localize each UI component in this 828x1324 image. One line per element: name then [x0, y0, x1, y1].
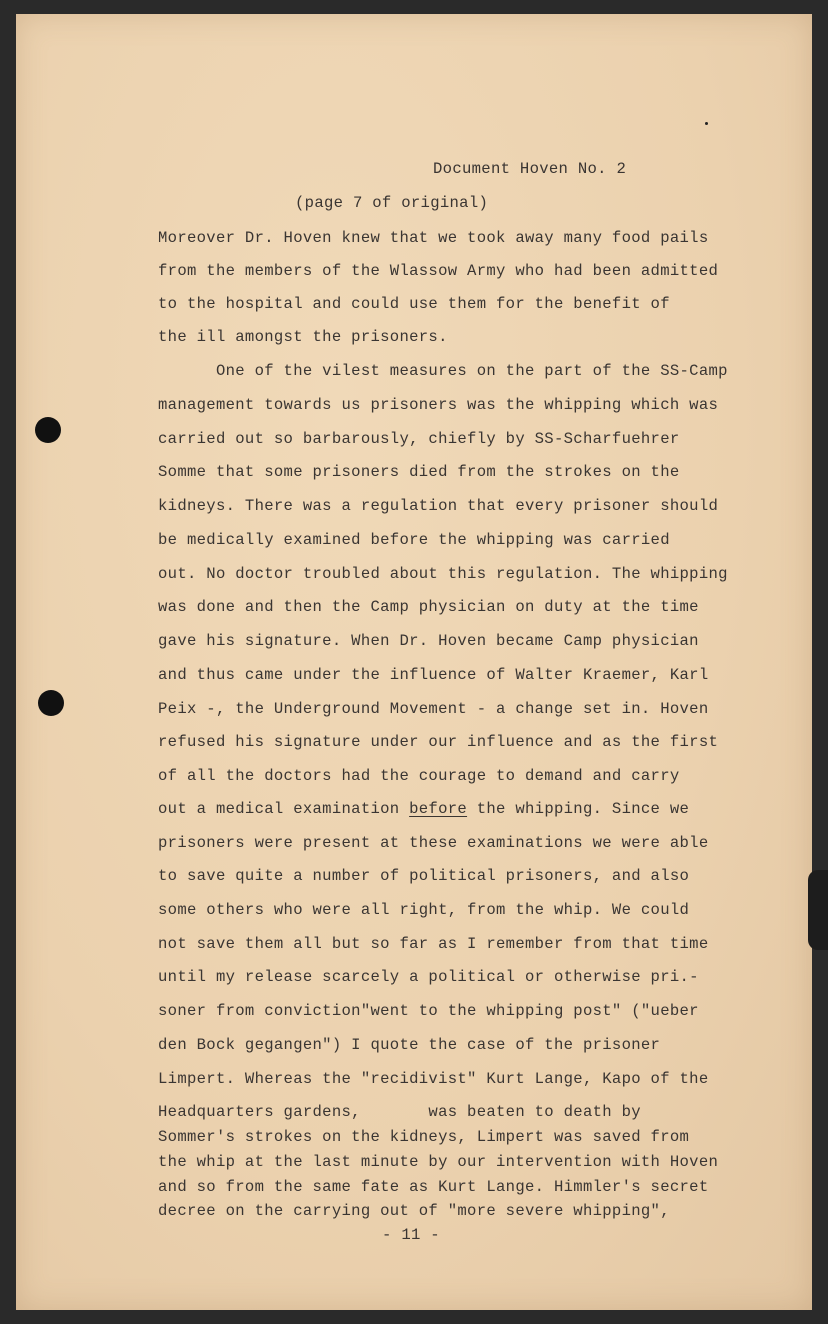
text-line [158, 800, 689, 818]
text-line: decree on the carrying out of "more severe whipping", [158, 1202, 670, 1220]
text-line: Limpert. Whereas the "recidivist" Kurt Lange, Kapo of the [158, 1070, 709, 1088]
page-edge-tear [808, 870, 828, 950]
text-line: Moreover Dr. Hoven knew that we took away many food pails [158, 229, 709, 247]
text-fragment: out a medical examination [158, 800, 410, 818]
text-line: soner from conviction"went to the whipping post" ("ueber [158, 1002, 699, 1020]
document-subheader: (page 7 of original) [295, 194, 489, 212]
text-line: not save them all but so far as I remember from that time [158, 935, 709, 953]
text-line: and so from the same fate as Kurt Lange. Himmler's secret [158, 1178, 709, 1196]
text-line: to the hospital and could use them for the benefit of [158, 295, 670, 313]
text-line: Peix -, the Underground Movement - a change set in. Hoven [158, 700, 709, 718]
text-line: until my release scarcely a political or otherwise pri.- [158, 968, 699, 986]
page-number: - 11 - [382, 1226, 440, 1244]
underlined-word: before [409, 800, 468, 818]
text-line: out. No doctor troubled about this regulation. The whipping [158, 565, 728, 583]
text-line: was done and then the Camp physician on duty at the time [158, 598, 699, 616]
text-line: Somme that some prisoners died from the strokes on the [158, 463, 680, 481]
text-line: den Bock gegangen") I quote the case of the prisoner [158, 1036, 661, 1054]
text-line: Sommer's strokes on the kidneys, Limpert was saved from [158, 1128, 690, 1146]
punch-hole [35, 417, 61, 443]
text-line: to save quite a number of political prisoners, and also [158, 867, 690, 885]
text-line: prisoners were present at these examinations we were able [158, 834, 709, 852]
text-line: of all the doctors had the courage to demand and carry [158, 767, 680, 785]
text-line: be medically examined before the whipping was carried [158, 531, 670, 549]
text-line: the whip at the last minute by our intervention with Hoven [158, 1153, 719, 1171]
punch-hole [38, 690, 64, 716]
text-line: from the members of the Wlassow Army who had been admitted [158, 262, 719, 280]
text-line: kidneys. There was a regulation that every prisoner should [158, 497, 719, 515]
text-line: refused his signature under our influence and as the first [158, 733, 719, 751]
text-line: management towards us prisoners was the whipping which was [158, 396, 719, 414]
text-line: Headquarters gardens, was beaten to death by [158, 1103, 641, 1121]
text-line: carried out so barbarously, chiefly by SS-Scharfuehrer [158, 430, 680, 448]
ink-speck [705, 122, 708, 125]
text-line: and thus came under the influence of Walter Kraemer, Karl [158, 666, 709, 684]
text-line: One of the vilest measures on the part of the SS-Camp [158, 362, 728, 380]
text-fragment: the whipping. Since we [467, 800, 690, 818]
text-line: gave his signature. When Dr. Hoven became Camp physician [158, 632, 699, 650]
text-line: some others who were all right, from the whip. We could [158, 901, 690, 919]
text-line: the ill amongst the prisoners. [158, 328, 448, 346]
document-header: Document Hoven No. 2 [433, 160, 627, 178]
